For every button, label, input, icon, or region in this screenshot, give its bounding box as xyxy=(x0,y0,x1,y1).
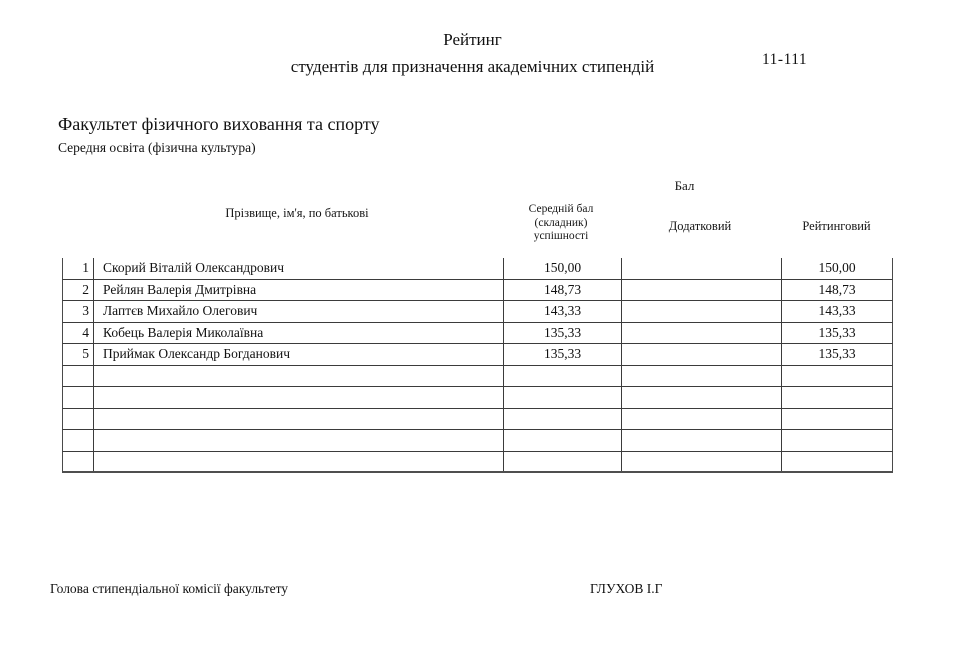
column-header-average-score xyxy=(502,203,620,244)
column-header-additional: Додатковий xyxy=(668,219,732,233)
student-name-cell xyxy=(93,387,503,408)
row-number-cell xyxy=(63,366,93,387)
rating-score-cell: 135,33 xyxy=(781,344,892,365)
student-name-cell: Скорий Віталій Олександрович xyxy=(93,258,503,279)
row-number-cell xyxy=(63,409,93,430)
column-header-average-line3: успішності xyxy=(533,230,589,242)
table-row xyxy=(62,452,893,474)
rating-score-cell: 143,33 xyxy=(781,301,892,322)
row-number-cell xyxy=(63,387,93,408)
rating-score-cell xyxy=(781,409,892,430)
table-row xyxy=(62,366,893,388)
document-title-line2: студентів для призначення академічних стипендій xyxy=(290,57,655,76)
row-number-cell: 3 xyxy=(82,303,89,319)
additional-score-cell xyxy=(621,452,781,472)
rating-score-cell: 148,73 xyxy=(781,280,892,301)
additional-score-cell xyxy=(621,366,781,387)
table-row xyxy=(62,344,893,366)
table-row xyxy=(62,323,893,345)
student-name-cell: Кобець Валерія Миколаївна xyxy=(93,323,503,344)
average-score-cell xyxy=(503,387,621,408)
student-name-cell xyxy=(93,452,503,472)
table-row xyxy=(62,258,893,280)
column-header-name: Прізвище, ім'я, по батькові xyxy=(225,206,369,220)
average-score-cell: 135,33 xyxy=(503,344,621,365)
document-title-line1: Рейтинг xyxy=(443,30,502,49)
average-score-cell: 143,33 xyxy=(503,301,621,322)
student-name-cell xyxy=(93,430,503,451)
program-name: Середня освіта (фізична культура) xyxy=(58,140,256,155)
average-score-cell: 150,00 xyxy=(503,258,621,279)
document-code: 11-111 xyxy=(762,51,808,68)
average-score-cell xyxy=(503,452,621,472)
additional-score-cell xyxy=(621,409,781,430)
student-name-cell: Рейлян Валерія Дмитрівна xyxy=(93,280,503,301)
additional-score-cell xyxy=(621,344,781,365)
table-row xyxy=(62,387,893,409)
row-number-cell xyxy=(63,452,93,472)
additional-score-cell xyxy=(621,258,781,279)
row-number-cell: 1 xyxy=(82,260,89,276)
student-name-cell: Приймак Олександр Богданович xyxy=(93,344,503,365)
average-score-cell xyxy=(503,430,621,451)
commission-head-label: Голова стипендіальної комісії факультету xyxy=(50,581,289,596)
column-header-average-line1: Середній бал xyxy=(528,203,594,215)
student-name-cell xyxy=(93,409,503,430)
row-number-cell: 2 xyxy=(82,281,89,297)
rating-score-cell xyxy=(781,387,892,408)
row-number-cell: 4 xyxy=(82,324,89,340)
additional-score-cell xyxy=(621,301,781,322)
faculty-name: Факультет фізичного виховання та спорту xyxy=(58,114,380,134)
table-body xyxy=(62,258,893,473)
column-group-header-score: Бал xyxy=(674,178,695,193)
rating-score-cell: 150,00 xyxy=(781,258,892,279)
row-number-cell: 5 xyxy=(82,346,89,362)
rating-score-cell xyxy=(781,452,892,472)
student-name-cell xyxy=(93,366,503,387)
additional-score-cell xyxy=(621,430,781,451)
table-row xyxy=(62,409,893,431)
row-number-cell xyxy=(63,430,93,451)
student-name-cell: Лаптєв Михайло Олегович xyxy=(93,301,503,322)
additional-score-cell xyxy=(621,387,781,408)
rating-score-cell xyxy=(781,366,892,387)
additional-score-cell xyxy=(621,280,781,301)
rating-score-cell xyxy=(781,430,892,451)
rating-score-cell: 135,33 xyxy=(781,323,892,344)
average-score-cell: 148,73 xyxy=(503,280,621,301)
column-header-rating: Рейтинговий xyxy=(802,219,871,233)
table-row xyxy=(62,430,893,452)
column-header-average-line2: (складник) xyxy=(534,216,588,229)
commission-head-name: ГЛУХОВ І.Г xyxy=(590,581,663,596)
average-score-cell xyxy=(503,366,621,387)
table-row xyxy=(62,280,893,302)
average-score-cell: 135,33 xyxy=(503,323,621,344)
table-row xyxy=(62,301,893,323)
additional-score-cell xyxy=(621,323,781,344)
average-score-cell xyxy=(503,409,621,430)
